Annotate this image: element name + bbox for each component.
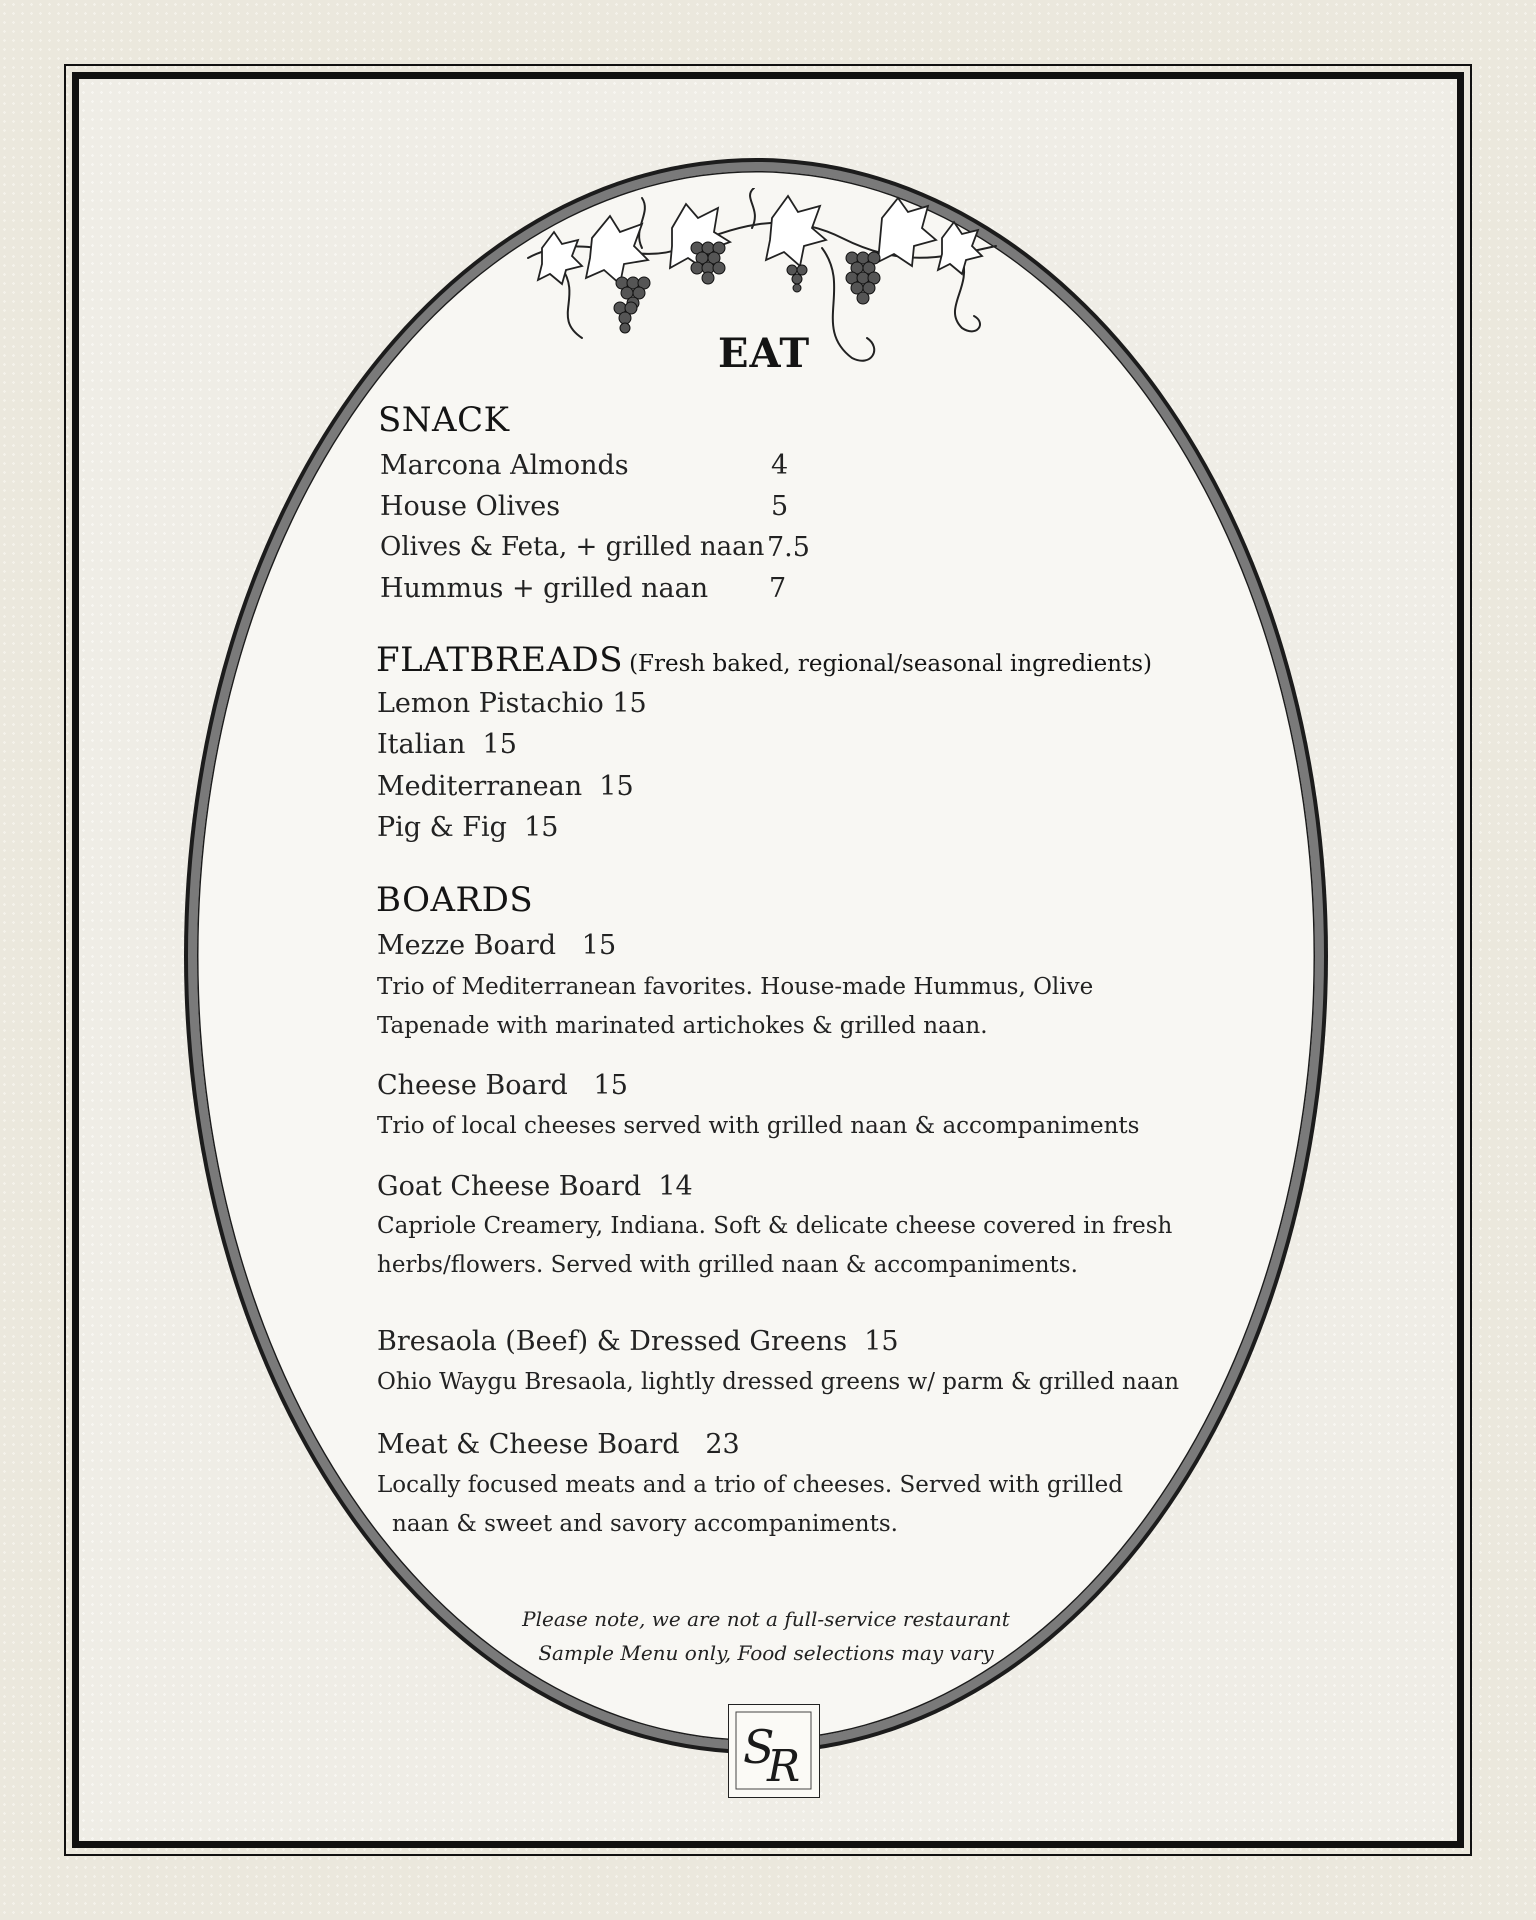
board-item-desc: Trio of Mediterranean favorites. House-made Hummus, Olive [377,974,1094,1000]
sample-note: Sample Menu only, Food selections may vary [538,1641,994,1665]
sr-monogram-icon [728,1704,820,1798]
sr-monogram-art [729,1705,818,1796]
board-item-name: Bresaola (Beef) & Dressed Greens 15 [377,1326,899,1357]
snack-heading: SNACK [378,400,510,440]
service-note: Please note, we are not a full-service restaurant [522,1607,1010,1631]
board-item-desc: Capriole Creamery, Indiana. Soft & delicate cheese covered in fresh [377,1213,1173,1239]
snack-item-price: 5 [771,491,789,522]
board-item-name: Goat Cheese Board 14 [377,1171,693,1202]
oval-panel [197,171,1315,1741]
flatbread-item: Italian 15 [377,729,517,760]
flatbread-item: Lemon Pistachio 15 [377,688,647,719]
board-item-desc: Locally focused meats and a trio of cheeses. Served with grilled [377,1472,1124,1498]
board-item-name: Mezze Board 15 [377,930,617,961]
flatbreads-title: FLATBREADS [376,640,624,680]
flatbreads-heading [376,640,1152,680]
flatbread-item: Pig & Fig 15 [377,812,559,843]
menu-title: EAT [718,330,811,377]
board-item-desc: herbs/flowers. Served with grilled naan & accompaniments. [377,1252,1078,1278]
board-item-desc: Tapenade with marinated artichokes & grilled naan. [377,1013,988,1039]
snack-item-name: Marcona Almonds [380,450,629,481]
board-item-name: Meat & Cheese Board 23 [377,1429,740,1460]
snack-item-name: Olives & Feta, + grilled naan [380,532,765,562]
svg-text:R: R [767,1741,801,1792]
snack-item-name: Hummus + grilled naan [380,573,709,604]
flatbreads-subheading: (Fresh baked, regional/seasonal ingredients) [629,651,1153,677]
snack-item-price: 7.5 [767,532,810,563]
snack-item-name: House Olives [380,491,561,522]
flatbread-item: Mediterranean 15 [377,771,634,802]
board-item-name: Cheese Board 15 [377,1070,628,1101]
snack-item-price: 7 [769,573,787,604]
board-item-desc: naan & sweet and savory accompaniments. [392,1511,898,1537]
svg-text:S: S [743,1720,775,1774]
board-item-desc: Trio of local cheeses served with grilled naan & accompaniments [377,1113,1140,1139]
boards-heading: BOARDS [376,880,534,920]
board-item-desc: Ohio Waygu Bresaola, lightly dressed greens w/ parm & grilled naan [377,1369,1180,1395]
snack-item-price: 4 [771,450,789,481]
